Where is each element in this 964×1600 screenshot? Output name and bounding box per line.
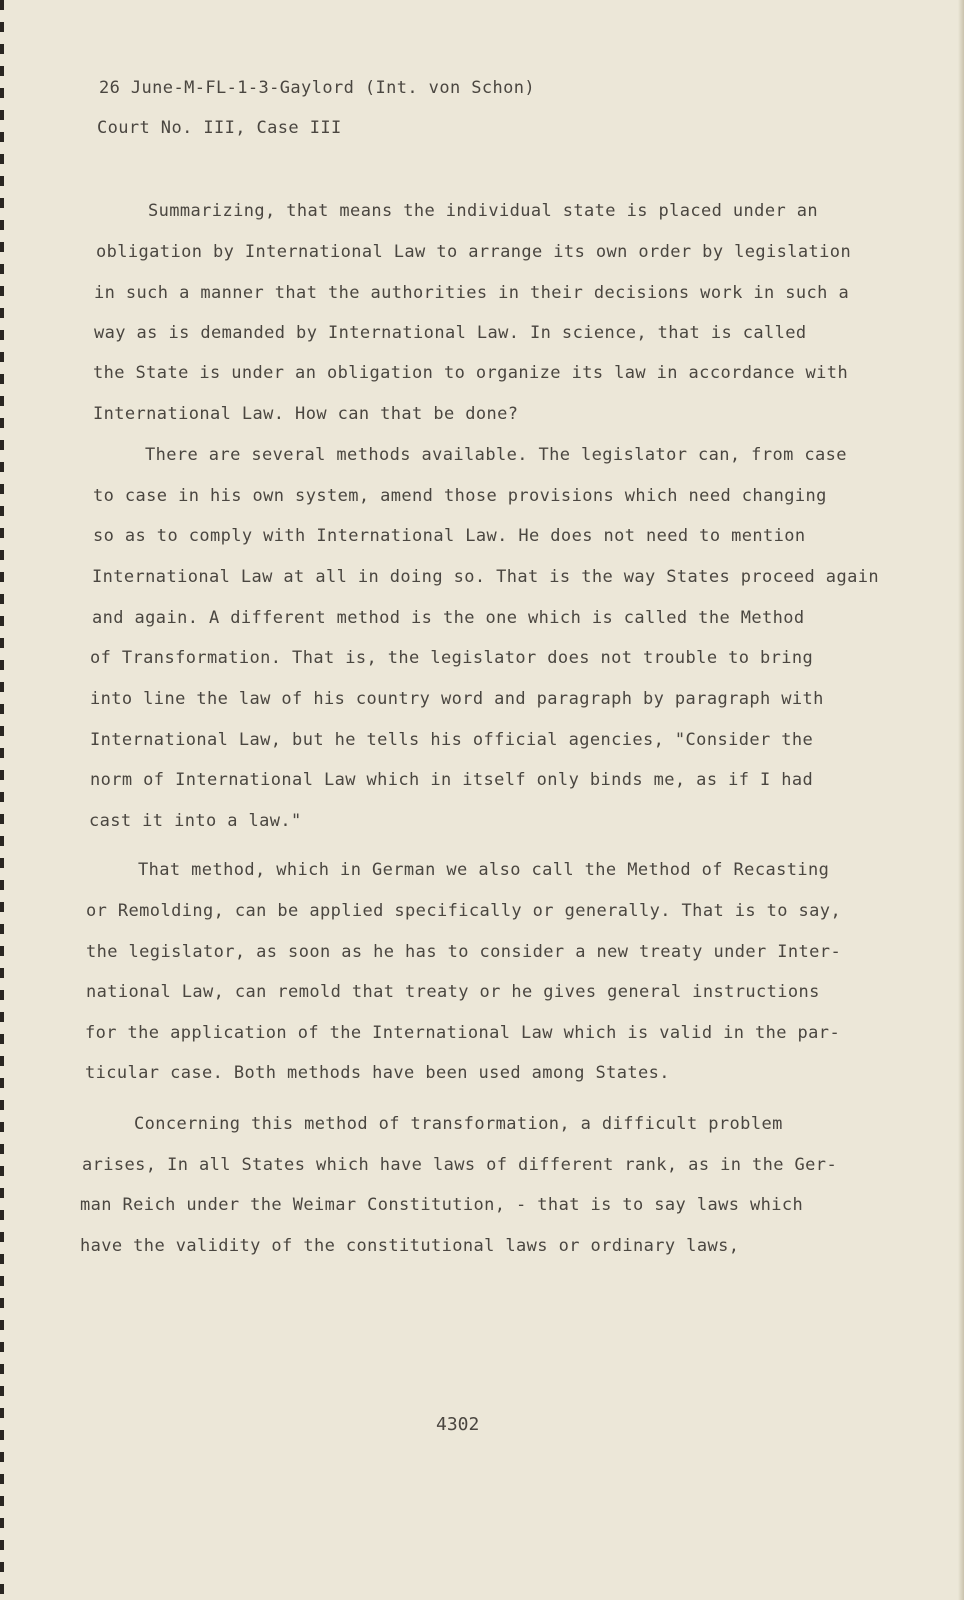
binding-edge <box>0 0 4 1600</box>
paragraph-1-line-6: International Law. How can that be done? <box>93 404 519 424</box>
paragraph-3-line-6: ticular case. Both methods have been used among States. <box>85 1063 670 1083</box>
paragraph-1-line-5: the State is under an obligation to organize its law in accordance with <box>93 363 849 383</box>
page-edge-shadow <box>958 0 964 1600</box>
paragraph-3-line-3: the legislator, as soon as he has to consider a new treaty under Inter- <box>86 942 842 962</box>
paragraph-2-line-2: to case in his own system, amend those provisions which need changing <box>93 486 827 506</box>
paragraph-2-line-10: cast it into a law." <box>89 811 302 831</box>
paragraph-4-line-3: man Reich under the Weimar Constitution, - that is to say laws which <box>80 1195 804 1215</box>
page-number: 4302 <box>436 1414 480 1435</box>
paragraph-1-line-2: obligation by International Law to arrange its own order by legislation <box>96 242 852 262</box>
paragraph-3-line-5: for the application of the International Law which is valid in the par- <box>85 1023 841 1043</box>
paragraph-2-line-6: of Transformation. That is, the legislator does not trouble to bring <box>90 648 814 668</box>
paragraph-2-line-4: International Law at all in doing so. That is the way States proceed again <box>92 567 879 587</box>
paragraph-1-line-3: in such a manner that the authorities in their decisions work in such a <box>94 283 850 303</box>
paragraph-1-line-1: Summarizing, that means the individual state is placed under an <box>148 201 818 221</box>
paragraph-4-line-2: arises, In all States which have laws of different rank, as in the Ger- <box>82 1155 838 1175</box>
paragraph-2-line-7: into line the law of his country word and paragraph by paragraph with <box>90 689 824 709</box>
paragraph-4-line-1: Concerning this method of transformation, a difficult problem <box>134 1114 783 1134</box>
paragraph-3-line-1: That method, which in German we also call the Method of Recasting <box>138 860 830 880</box>
header-line-2: Court No. III, Case III <box>97 118 342 138</box>
paragraph-2-line-9: norm of International Law which in itself only binds me, as if I had <box>90 770 814 790</box>
header-line-1: 26 June-M-FL-1-3-Gaylord (Int. von Schon) <box>99 78 536 98</box>
paragraph-4-line-4: have the validity of the constitutional laws or ordinary laws, <box>80 1236 740 1256</box>
paragraph-1-line-4: way as is demanded by International Law. In science, that is called <box>94 323 807 343</box>
paragraph-3-line-4: national Law, can remold that treaty or he gives general instructions <box>86 982 820 1002</box>
paragraph-2-line-8: International Law, but he tells his official agencies, "Consider the <box>90 730 814 750</box>
paragraph-2-line-5: and again. A different method is the one which is called the Method <box>92 608 805 628</box>
paragraph-2-line-3: so as to comply with International Law. He does not need to mention <box>93 526 806 546</box>
paragraph-2-line-1: There are several methods available. The legislator can, from case <box>145 445 847 465</box>
paragraph-3-line-2: or Remolding, can be applied specifically or generally. That is to say, <box>86 901 842 921</box>
